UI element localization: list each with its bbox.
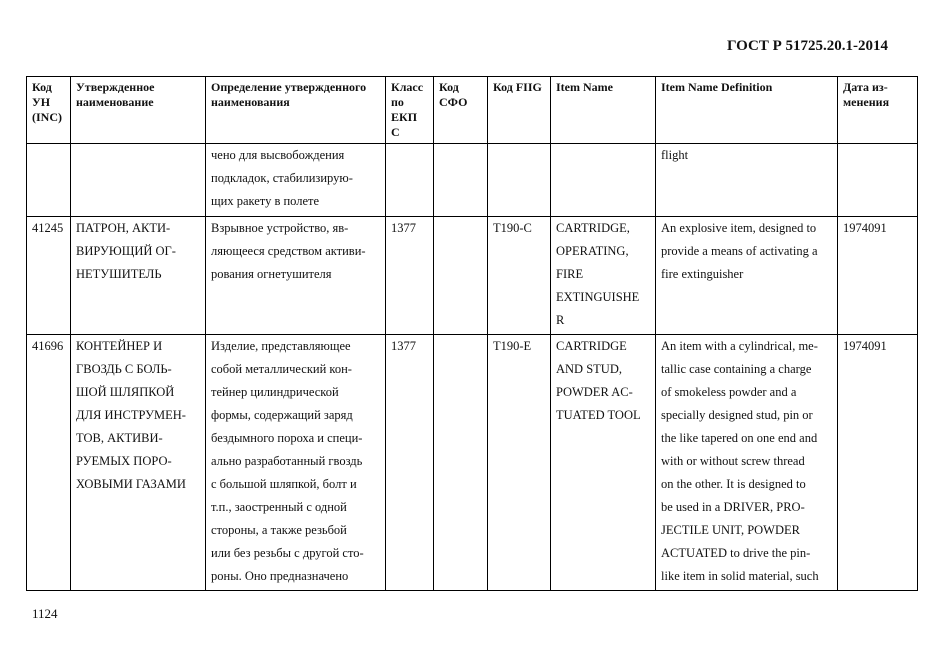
cell-definition-line: тейнер цилиндрической <box>211 385 339 399</box>
cell-item-name-line: TUATED TOOL <box>556 408 641 422</box>
cell-item-definition-line: specially designed stud, pin or <box>661 408 813 422</box>
col-header-item-definition: Item Name Definition <box>656 77 838 144</box>
cell-approved-name-line: КОНТЕЙНЕР И <box>76 339 163 353</box>
cell-item-definition-line: on the other. It is designed to <box>661 477 806 491</box>
cell-item-name-line: AND STUD, <box>556 362 622 376</box>
cell-definition-line: бездымного пороха и специ- <box>211 431 363 445</box>
cell-approved-name-line: РУЕМЫХ ПОРО- <box>76 454 172 468</box>
col-header-sfo: Код СФО <box>434 77 488 144</box>
cell-sfo <box>434 144 488 217</box>
cell-item-definition-line: JECTILE UNIT, POWDER <box>661 523 800 537</box>
cell-sfo <box>434 217 488 335</box>
cell-definition-line: ляющееся средством активи- <box>211 244 366 258</box>
catalog-table <box>26 76 918 591</box>
cell-change-date <box>838 144 918 217</box>
table-row <box>27 217 918 335</box>
col-header-approved-name: Утвержденное наименование <box>71 77 206 144</box>
cell-definition-line: ально разработанный гвоздь <box>211 454 363 468</box>
cell-approved-name-line: НЕТУШИТЕЛЬ <box>76 267 162 281</box>
cell-definition-line: Взрывное устройство, яв- <box>211 221 349 235</box>
cell-item-definition <box>656 144 838 217</box>
cell-change-date: 1974091 <box>838 335 918 591</box>
cell-definition-line: стороны, а также резьбой <box>211 523 347 537</box>
cell-definition-line: чено для высвобождения <box>211 148 345 162</box>
cell-item-definition-line: be used in a DRIVER, PRO- <box>661 500 805 514</box>
cell-definition <box>206 217 386 335</box>
cell-definition-line: щих ракету в полете <box>211 194 320 208</box>
cell-class <box>386 144 434 217</box>
col-header-change-date: Дата из-менения <box>838 77 918 144</box>
cell-item-definition-line: with or without screw thread <box>661 454 805 468</box>
cell-approved-name-line: ВИРУЮЩИЙ ОГ- <box>76 244 176 258</box>
cell-definition <box>206 335 386 591</box>
cell-fiig: T190-C <box>488 217 551 335</box>
cell-item-name <box>551 335 656 591</box>
cell-inc: 41696 <box>27 335 71 591</box>
cell-approved-name-line: ХОВЫМИ ГАЗАМИ <box>76 477 186 491</box>
col-header-inc: Код УН (INC) <box>27 77 71 144</box>
cell-definition-line: или без резьбы с другой сто- <box>211 546 364 560</box>
cell-fiig: T190-E <box>488 335 551 591</box>
cell-class: 1377 <box>386 335 434 591</box>
col-header-item-name: Item Name <box>551 77 656 144</box>
col-header-class: Класс по ЕКП С <box>386 77 434 144</box>
cell-fiig <box>488 144 551 217</box>
cell-definition-line: т.п., заостренный с одной <box>211 500 347 514</box>
cell-definition-line: формы, содержащий заряд <box>211 408 353 422</box>
cell-item-definition-line: tallic case containing a charge <box>661 362 812 376</box>
cell-definition-line: с большой шляпкой, болт и <box>211 477 357 491</box>
col-header-definition: Определение утвержденного наименования <box>206 77 386 144</box>
cell-item-name-line: CARTRIDGE, <box>556 221 630 235</box>
page-number: 1124 <box>32 606 58 621</box>
cell-item-definition-line: ACTUATED to drive the pin- <box>661 546 811 560</box>
cell-item-definition-line: An item with a cylindrical, me- <box>661 339 818 353</box>
cell-approved-name <box>71 335 206 591</box>
cell-item-name-line: EXTINGUISHE <box>556 290 640 304</box>
cell-inc <box>27 144 71 217</box>
table-row <box>27 335 918 591</box>
cell-approved-name-line: ПАТРОН, АКТИ- <box>76 221 171 235</box>
cell-item-name-line: POWDER AC- <box>556 385 633 399</box>
cell-approved-name <box>71 217 206 335</box>
cell-item-definition-line: provide a means of activating a <box>661 244 818 258</box>
cell-item-name-line: FIRE <box>556 267 584 281</box>
cell-item-name-line: R <box>556 313 565 327</box>
cell-change-date: 1974091 <box>838 217 918 335</box>
cell-item-definition-line: flight <box>661 148 689 162</box>
cell-inc: 41245 <box>27 217 71 335</box>
cell-class: 1377 <box>386 217 434 335</box>
col-header-fiig: Код FIIG <box>488 77 551 144</box>
cell-item-name <box>551 217 656 335</box>
document-code: ГОСТ Р 51725.20.1-2014 <box>726 38 888 54</box>
cell-definition-line: Изделие, представляющее <box>211 339 351 353</box>
cell-item-definition-line: the like tapered on one end and <box>661 431 818 445</box>
cell-approved-name-line: ШОЙ ШЛЯПКОЙ <box>76 385 175 399</box>
cell-approved-name-line: ТОВ, АКТИВИ- <box>76 431 163 445</box>
table-row <box>27 144 918 217</box>
cell-item-name-line: CARTRIDGE <box>556 339 627 353</box>
cell-definition-line: рования огнетушителя <box>211 267 332 281</box>
cell-item-name <box>551 144 656 217</box>
cell-definition-line: роны. Оно предназначено <box>211 569 349 583</box>
cell-item-definition-line: of smokeless powder and a <box>661 385 797 399</box>
cell-item-name-line: OPERATING, <box>556 244 629 258</box>
cell-approved-name <box>71 144 206 217</box>
cell-item-definition-line: like item in solid material, such <box>661 569 819 583</box>
cell-item-definition <box>656 217 838 335</box>
cell-approved-name-line: ГВОЗДЬ С БОЛЬ- <box>76 362 172 376</box>
cell-definition-line: собой металлический кон- <box>211 362 352 376</box>
cell-approved-name-line: ДЛЯ ИНСТРУМЕН- <box>76 408 186 422</box>
cell-definition <box>206 144 386 217</box>
cell-sfo <box>434 335 488 591</box>
cell-item-definition-line: fire extinguisher <box>661 267 744 281</box>
table-header-row <box>27 77 918 144</box>
cell-item-definition-line: An explosive item, designed to <box>661 221 817 235</box>
cell-definition-line: подкладок, стабилизирую- <box>211 171 353 185</box>
cell-item-definition <box>656 335 838 591</box>
